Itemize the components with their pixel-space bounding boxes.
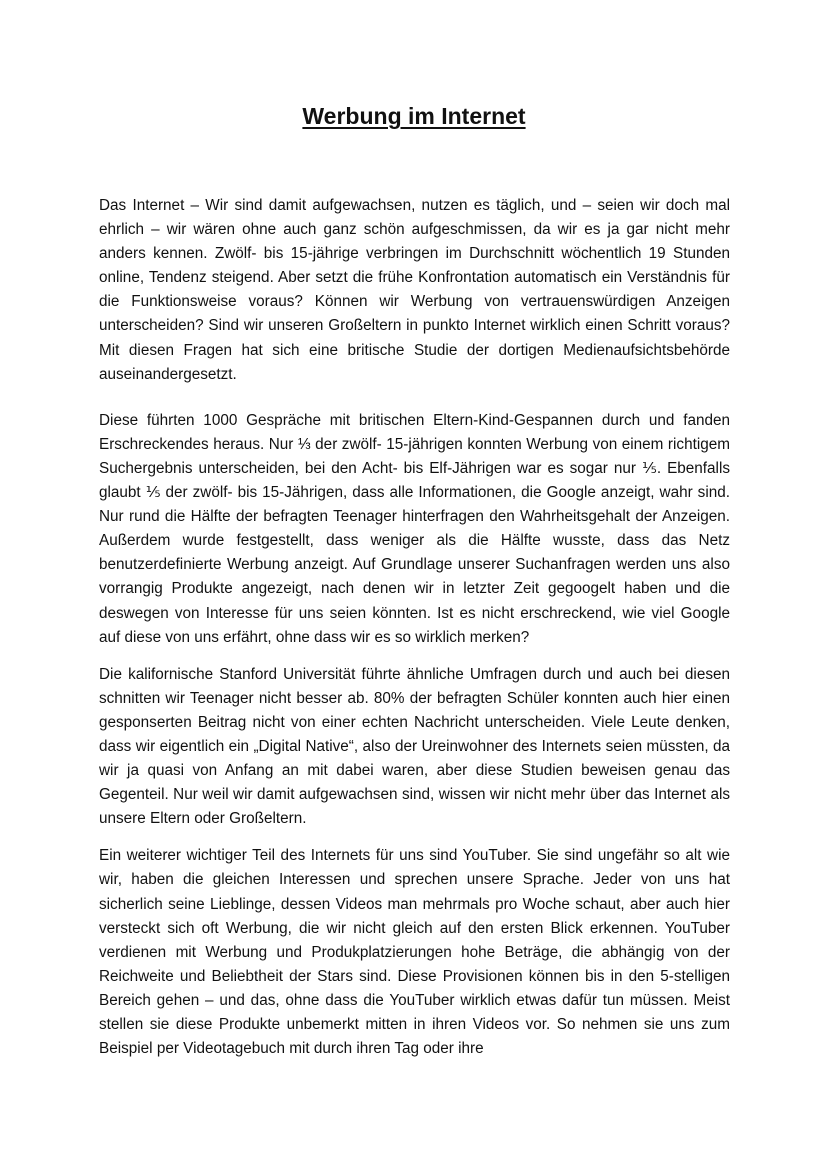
document-title xyxy=(0,100,828,132)
paragraph-british-study: Diese führten 1000 Gespräche mit britischen Eltern-Kind-Gespannen durch und fanden Erschreckendes heraus. Nur ⅓ der zwölf- 15-jährigen konnten Werbung von einem richtigem Suchergebnis unterscheiden, bei den Acht- bis Elf-Jährigen war es sogar nur ⅕. Ebenfalls glaubt ⅕ der zwölf- bis 15-Jährigen, dass alle Informationen, die Google anzeigt, wahr sind. Nur rund die Hälfte der befragten Teenager hinterfragen den Wahrheitsgehalt der Anzeigen. Außerdem wurde festgestellt, dass weniger als die Hälfte wusste, dass das Netz benutzerdefinierte Werbung anzeigt. Auf Grundlage unserer Suchanfragen werden uns also vorrangig Produkte angezeigt, nach denen wir in letzter Zeit gegoogelt haben und die deswegen von Interesse für uns seien könnten. Ist es nicht erschreckend, wie viel Google auf diese von uns erfährt, ohne dass wir es so wirklich merken? xyxy=(99,411,730,646)
document-body xyxy=(99,194,730,1061)
paragraph-intro: Das Internet – Wir sind damit aufgewachsen, nutzen es täglich, und – seien wir doch mal ehrlich – wir wären ohne auch ganz schön aufgeschmissen, da wir es ja gar nicht mehr anders kennen. Zwölf- bis 15-jährige verbringen im Durchschnitt wöchentlich 19 Stunden online, Tendenz steigend. Aber setzt die frühe Konfrontation automatisch ein Verständnis für die Funktionsweise voraus? Können wir Werbung von vertrauenswürdigen Anzeigen unterscheiden? Sind wir unseren Großeltern in punkto Internet wirklich einen Schritt voraus? Mit diesen Fragen hat sich eine britische Studie der dortigen Medienaufsichtsbehörde auseinandergesetzt. xyxy=(99,197,730,383)
paragraph-stanford-study: Die kalifornische Stanford Universität führte ähnliche Umfragen durch und auch bei diesen schnitten wir Teenager nicht besser ab. 80% der befragten Schüler konnten auch hier einen gesponserten Beitrag nicht von einer echten Nachricht unterscheiden. Viele Leute denken, dass wir eigentlich ein „Digital Native“, also der Ureinwohner des Internets seien müssten, da wir ja quasi von Anfang an mit dabei waren, aber diese Studien beweisen genau das Gegenteil. Nur weil wir damit aufgewachsen sind, wissen wir nicht mehr über das Internet als unsere Eltern oder Großeltern. xyxy=(99,665,730,828)
paragraph-youtuber: Ein weiterer wichtiger Teil des Internets für uns sind YouTuber. Sie sind ungefähr so alt wie wir, haben die gleichen Interessen und sprechen unsere Sprache. Jeder von uns hat sicherlich seine Lieblinge, dessen Videos man mehrmals pro Woche schaut, aber auch hier versteckt sich oft Werbung, die wir nicht gleich auf den ersten Blick erkennen. YouTuber verdienen mit Werbung und Produkplatzierungen hohe Beträge, die abhängig von der Reichweite und Beliebtheit der Stars sind. Diese Provisionen können bis in den 5-stelligen Bereich gehen – und das, ohne dass die YouTuber wirklich etwas dafür tun müssen. Meist stellen sie diese Produkte unbemerkt mitten in ihren Videos vor. So nehmen sie uns zum Beispiel per Videotagebuch mit durch ihren Tag oder ihre xyxy=(99,847,730,1058)
document-title-text: Werbung im Internet xyxy=(302,103,526,129)
